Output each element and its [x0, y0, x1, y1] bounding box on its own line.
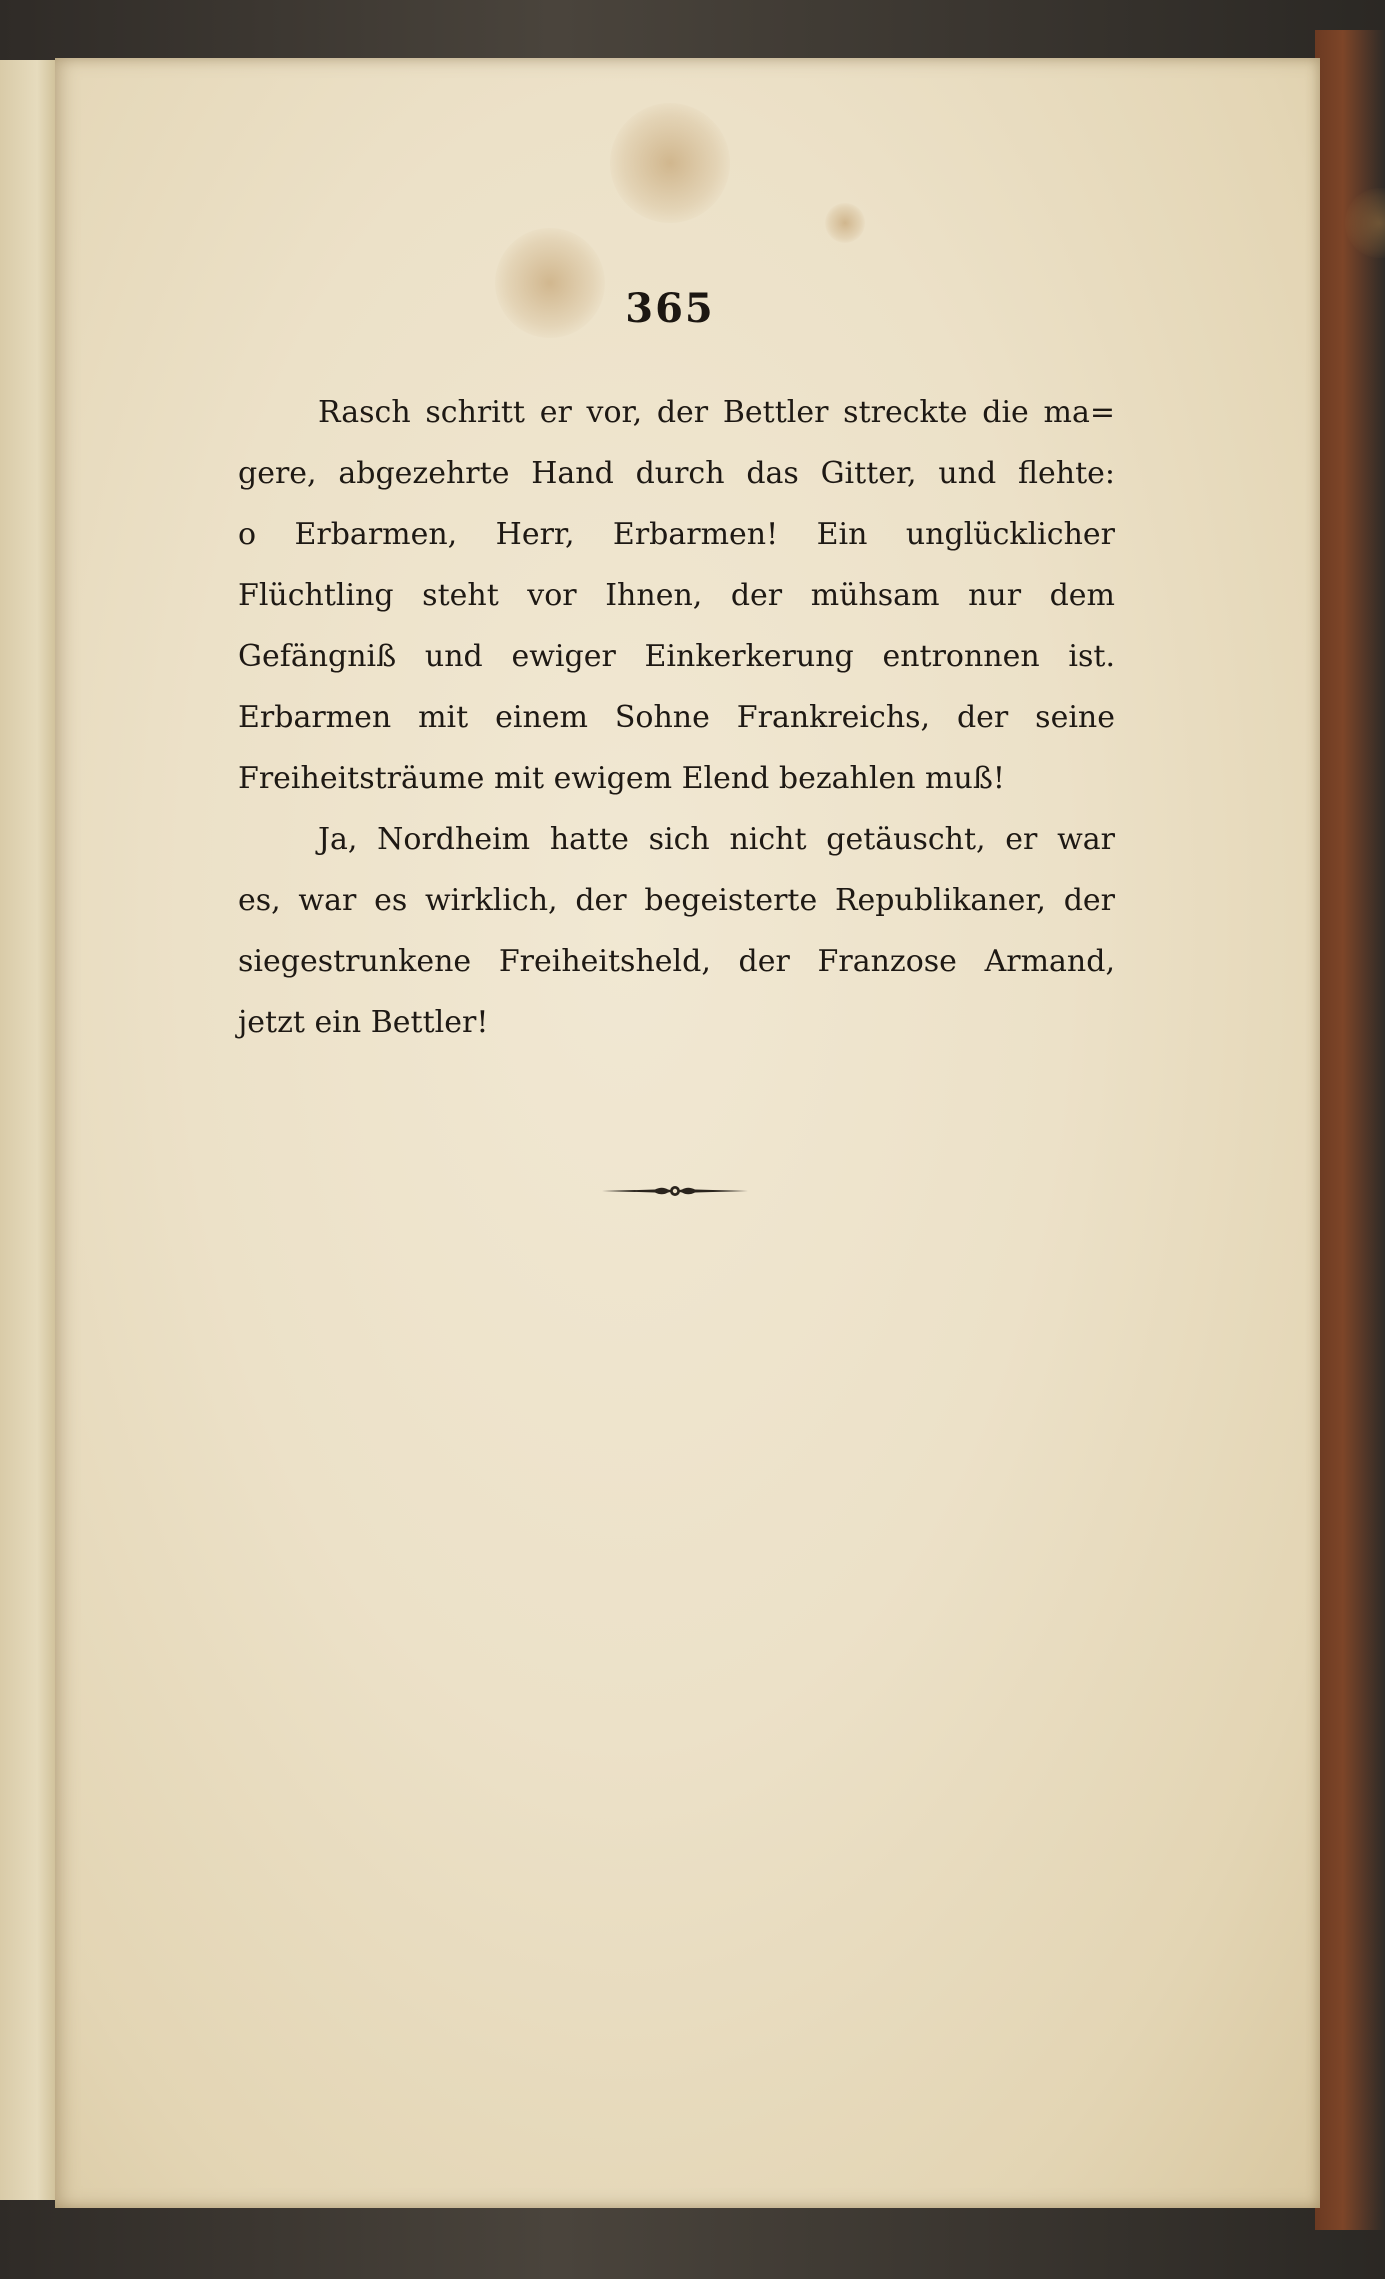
- text-line: jetzt ein Bettler!: [238, 1005, 489, 1040]
- text-line: o Erbarmen, Herr, Erbarmen! Ein unglücklicher: [238, 517, 1115, 552]
- text-line: siegestrunkene Freiheitsheld, der Franzose Armand,: [238, 944, 1115, 979]
- text-line: Gefängniß und ewiger Einkerkerung entronnen ist.: [238, 639, 1115, 674]
- text-line: Flüchtling steht vor Ihnen, der mühsam nur dem: [238, 578, 1115, 613]
- foxing-stain: [610, 103, 730, 223]
- book-page: [55, 58, 1320, 2208]
- text-line: Rasch schritt er vor, der Bettler streckte die ma=: [318, 395, 1115, 430]
- paragraph: [238, 809, 1115, 1053]
- text-line: Freiheitsträume mit ewigem Elend bezahlen muß!: [238, 761, 1005, 796]
- text-line: Erbarmen mit einem Sohne Frankreichs, der seine: [238, 700, 1115, 735]
- paragraph: [238, 382, 1115, 809]
- foxing-stain: [825, 203, 865, 243]
- text-line: gere, abgezehrte Hand durch das Gitter, und flehte:: [238, 456, 1115, 491]
- text-line: Ja, Nordheim hatte sich nicht getäuscht, er war: [318, 822, 1115, 857]
- text-line: es, war es wirklich, der begeisterte Republikaner, der: [238, 883, 1115, 918]
- decorative-divider-icon: [600, 1177, 750, 1205]
- book-cover-edge: [1315, 30, 1385, 2230]
- page-number: 365: [625, 285, 715, 332]
- body-text: [238, 382, 1115, 1053]
